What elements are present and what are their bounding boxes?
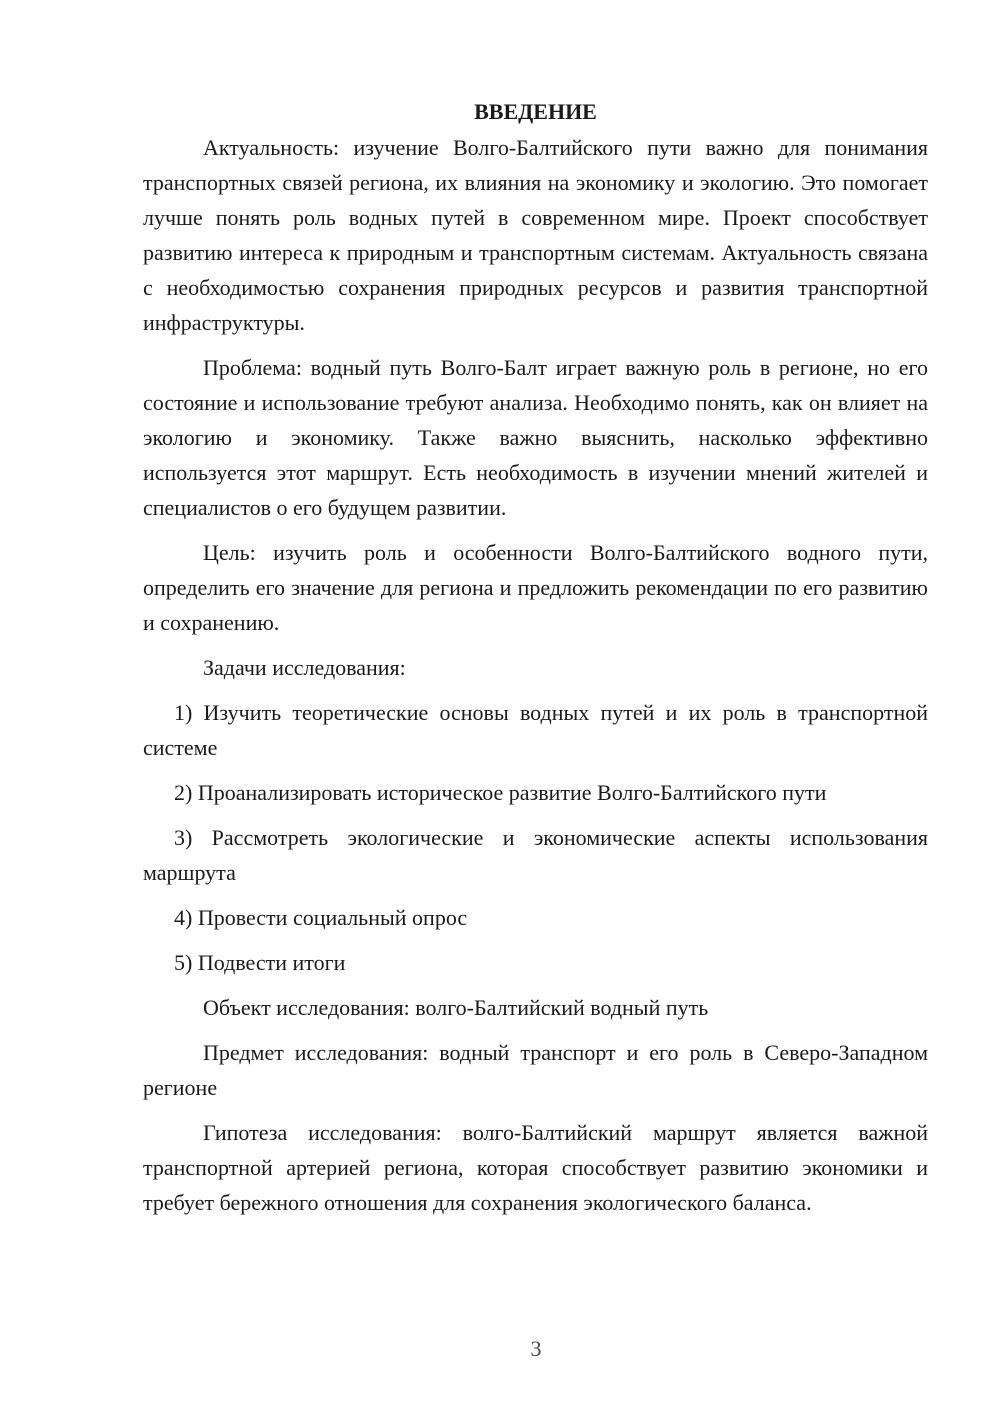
goal-paragraph: Цель: изучить роль и особенности Волго-Балтийского водного пути, определить его значение для региона и предложить рекомендации по его развитию и сохранению. xyxy=(143,540,928,635)
page-heading: ВВЕДЕНИЕ xyxy=(474,99,597,124)
page-number: 3 xyxy=(530,1336,542,1361)
page-content xyxy=(143,94,928,1230)
object-paragraph: Объект исследования: волго-Балтийский водный путь xyxy=(203,995,709,1020)
task-item-4: 4) Провести социальный опрос xyxy=(174,905,468,930)
task-item-3: 3) Рассмотреть экологические и экономические аспекты использования маршрута xyxy=(143,825,928,885)
task-item-1: 1) Изучить теоретические основы водных путей и их роль в транспортной системе xyxy=(143,700,928,760)
tasks-heading: Задачи исследования: xyxy=(203,655,406,680)
task-item-5: 5) Подвести итоги xyxy=(174,950,346,975)
relevance-paragraph: Актуальность: изучение Волго-Балтийского пути важно для понимания транспортных связей региона, их влияния на экономику и экологию. Это помогает лучше понять роль водных путей в современном мире. Проект способствует развитию интереса к природным и транспортным системам. Актуальность связана с необходимостью сохранения природных ресурсов и развития транспортной инфраструктуры. xyxy=(143,135,928,335)
subject-paragraph: Предмет исследования: водный транспорт и его роль в Северо-Западном регионе xyxy=(143,1040,928,1100)
problem-paragraph: Проблема: водный путь Волго-Балт играет важную роль в регионе, но его состояние и использование требуют анализа. Необходимо понять, как он влияет на экологию и экономику. Также важно выяснить, насколько эффективно используется этот маршрут. Есть необходимость в изучении мнений жителей и специалистов о его будущем развитии. xyxy=(143,355,928,520)
task-item-2: 2) Проанализировать историческое развитие Волго-Балтийского пути xyxy=(174,780,827,805)
hypothesis-paragraph: Гипотеза исследования: волго-Балтийский маршрут является важной транспортной артерией региона, которая способствует развитию экономики и требует бережного отношения для сохранения экологического баланса. xyxy=(143,1120,928,1215)
